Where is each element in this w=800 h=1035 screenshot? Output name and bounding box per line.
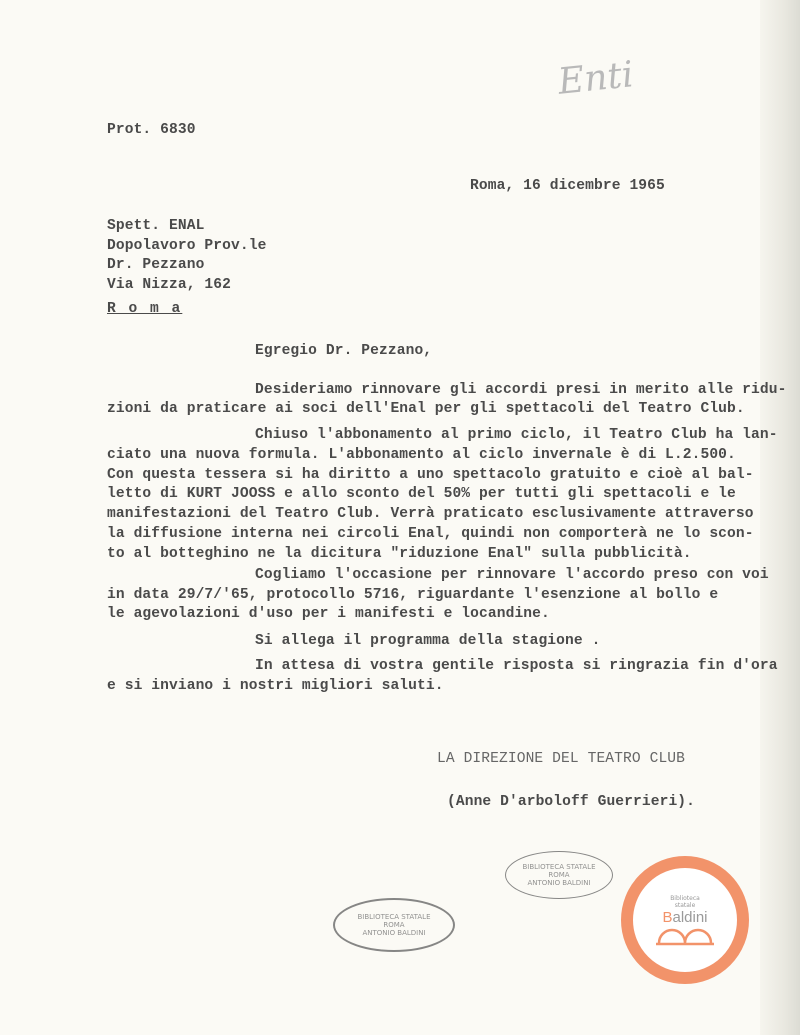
signature-org: LA DIREZIONE DEL TEATRO CLUB: [437, 751, 686, 767]
body-line: Desideriamo rinnovare gli accordi presi in merito alle ridu-: [255, 382, 787, 398]
body-line: la diffusione interna nei circoli Enal, quindi non comporterà ne lo scon-: [107, 526, 754, 542]
recipient-line: Dopolavoro Prov.le: [107, 238, 267, 254]
body-line: Chiuso l'abbonamento al primo ciclo, il Teatro Club ha lan-: [255, 427, 778, 443]
stamp-text: ROMA: [548, 871, 570, 879]
recipient-line: Spett. ENAL: [107, 218, 205, 234]
logo-initial: B: [662, 908, 673, 926]
body-line: to al botteghino ne la dicitura "riduzione Enal" sulla pubblicità.: [107, 546, 692, 562]
logo-text: Biblioteca: [670, 894, 700, 902]
recipient-line: Via Nizza, 162: [107, 277, 232, 293]
body-line: e si inviano i nostri migliori saluti.: [107, 678, 444, 694]
handwritten-note: Enti: [556, 54, 636, 103]
stamp-text: ANTONIO BALDINI: [527, 879, 591, 887]
body-line: ciato una nuova formula. L'abbonamento al ciclo invernale è di L.2.500.: [107, 447, 736, 463]
body-line: in data 29/7/'65, protocollo 5716, riguardante l'esenzione al bollo e: [107, 587, 719, 603]
body-line: Si allega il programma della stagione .: [255, 633, 601, 649]
body-line: Cogliamo l'occasione per rinnovare l'accordo preso con voi: [255, 567, 769, 583]
stamp-text: BIBLIOTECA STATALE: [522, 863, 596, 871]
date-line: Roma, 16 dicembre 1965: [470, 178, 665, 194]
body-line: le agevolazioni d'uso per i manifesti e locandine.: [107, 606, 550, 622]
logo-brand-rest: aldini: [672, 908, 708, 926]
stamp-text: ANTONIO BALDINI: [362, 929, 426, 937]
library-logo: [621, 856, 749, 984]
logo-brand: [662, 909, 707, 926]
paper-edge: [760, 0, 800, 1035]
library-stamp: [505, 851, 613, 899]
recipient-city: R o m a: [107, 301, 183, 317]
body-line: In attesa di vostra gentile risposta si ringrazia fin d'ora: [255, 658, 778, 674]
stamp-text: BIBLIOTECA STATALE: [357, 913, 431, 921]
library-stamp: [333, 898, 455, 952]
salutation: Egregio Dr. Pezzano,: [255, 343, 433, 359]
protocol-number: Prot. 6830: [107, 122, 196, 138]
logo-text: statale: [674, 901, 696, 909]
signature-name: (Anne D'arboloff Guerrieri).: [447, 794, 696, 810]
recipient-line: Dr. Pezzano: [107, 257, 205, 273]
stamp-text: ROMA: [383, 921, 405, 929]
book-arches-icon: [655, 926, 715, 946]
body-line: Con questa tessera si ha diritto a uno spettacolo gratuito e cioè al bal-: [107, 467, 754, 483]
body-line: manifestazioni del Teatro Club. Verrà praticato esclusivamente attraverso: [107, 506, 754, 522]
body-line: letto di KURT JOOSS e allo sconto del 50% per tutti gli spettacoli e le: [107, 486, 736, 502]
body-line: zioni da praticare ai soci dell'Enal per gli spettacoli del Teatro Club.: [107, 401, 745, 417]
